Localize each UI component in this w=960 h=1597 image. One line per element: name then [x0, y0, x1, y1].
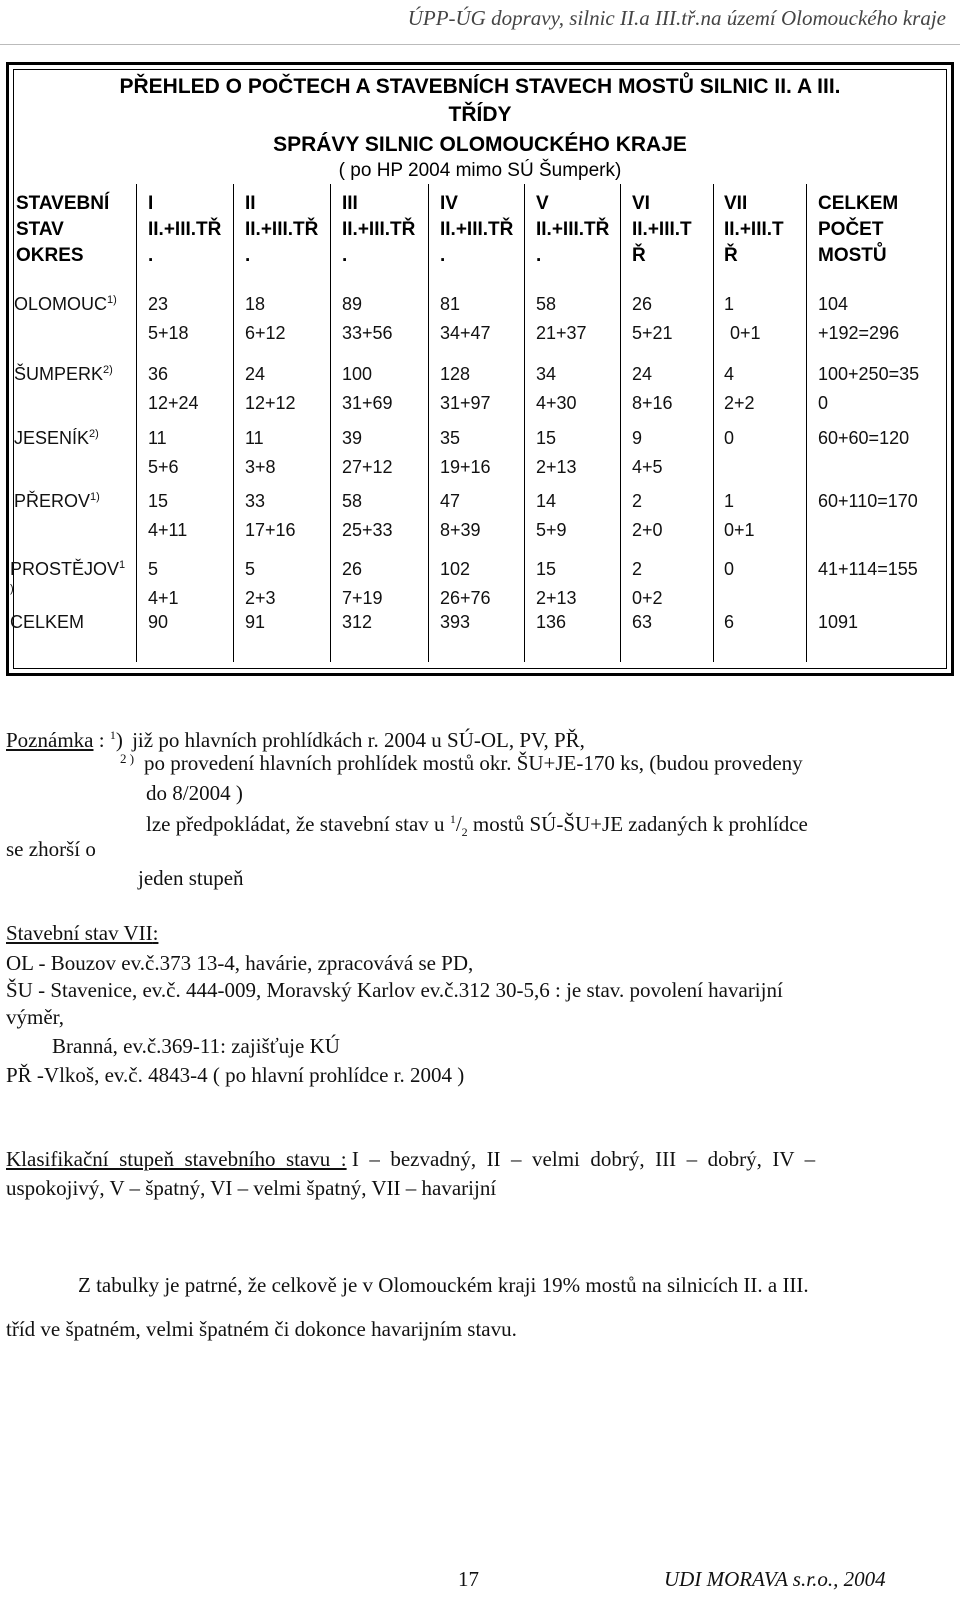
row-name-olomouc: OLOMOUC$^{1)}$ — [14, 294, 117, 314]
total-row-label: CELKEM — [10, 612, 85, 632]
table-cell: 100+250=35 0 — [818, 364, 920, 413]
header-rule — [0, 44, 960, 45]
table-cell: 2 2+0 — [632, 491, 663, 540]
table-cell: 24 12+12 — [245, 364, 296, 413]
vii-line: výměr, — [6, 1005, 65, 1029]
table-cell: 60+110=170 — [818, 491, 918, 511]
vii-line: PŘ -Vlkoš, ev.č. 4843-4 ( po hlavní prohlídce r. 2004 ) — [6, 1063, 465, 1087]
table-cell: 24 8+16 — [632, 364, 673, 413]
conclusion-line-2: tříd ve špatném, velmi špatném či dokonce havarijním stavu. — [6, 1317, 517, 1341]
table-cell: 34 4+30 — [536, 364, 577, 413]
classification-line-1: Klasifikační stupeň stavebního stavu : I – bezvadný, II – velmi dobrý, III – dobrý, IV – — [6, 1147, 816, 1171]
row-name-prostejov: PROSTĚJOV$^1$ — [10, 559, 126, 579]
note-line-3-cont1: se zhorší o — [6, 837, 96, 861]
col-divider — [806, 184, 807, 662]
table-cell: 5 2+3 — [245, 559, 276, 608]
vii-heading: Stavební stav VII: — [6, 921, 159, 945]
col-divider — [233, 184, 234, 662]
table-cell: 100 31+69 — [342, 364, 393, 413]
table-cell: 18 6+12 — [245, 294, 286, 343]
table-title-line1: PŘEHLED O POČTECH A STAVEBNÍCH STAVECH MOSTŮ SILNIC II. A III. — [119, 75, 841, 98]
col-header-iii: III II.+III.TŘ . — [342, 193, 416, 266]
table-cell: 58 25+33 — [342, 491, 393, 540]
col-header-vii: VII II.+III.T Ř — [724, 193, 784, 266]
table-cell: 26 7+19 — [342, 559, 383, 608]
col-header-v: V II.+III.TŘ . — [536, 193, 610, 266]
table-cell: 1 0+1 — [724, 294, 761, 343]
total-cell: 393 — [440, 612, 471, 632]
table-cell: 47 8+39 — [440, 491, 481, 540]
row-name-prerov: PŘEROV$^{1)}$ — [14, 491, 100, 511]
total-cell: 90 — [148, 612, 169, 632]
table-cell: 15 2+13 — [536, 559, 577, 608]
row-name-prostejov-sup: ) — [10, 583, 14, 595]
total-cell: 312 — [342, 612, 373, 632]
table-cell: 11 5+6 — [148, 428, 179, 477]
table-cell: 4 2+2 — [724, 364, 755, 413]
table-title-line3: SPRÁVY SILNIC OLOMOUCKÉHO KRAJE — [273, 133, 687, 156]
note-line-1: Poznámka : $^1$) již po hlavních prohlídkách r. 2004 u SÚ-OL, PV, PŘ, — [6, 728, 585, 752]
table-cell: 2 0+2 — [632, 559, 663, 608]
table-cell: 58 21+37 — [536, 294, 587, 343]
table-cell: 128 31+97 — [440, 364, 491, 413]
vii-line: OL - Bouzov ev.č.373 13-4, havárie, zpracovává se PD, — [6, 951, 474, 975]
col-header-i: I II.+III.TŘ . — [148, 193, 222, 266]
page-number: 17 — [458, 1567, 479, 1591]
col-header-okres: STAVEBNÍ STAV OKRES — [16, 193, 110, 266]
note-label: Poznámka — [6, 728, 94, 752]
table-cell: 104 +192=296 — [818, 294, 900, 343]
col-divider — [524, 184, 525, 662]
table-cell: 1 0+1 — [724, 491, 755, 540]
table-title-line4: ( po HP 2004 mimo SÚ Šumperk) — [338, 160, 622, 181]
note-2-marker: 2 ) — [120, 751, 135, 766]
table-cell: 36 12+24 — [148, 364, 199, 413]
table-cell: 15 2+13 — [536, 428, 577, 477]
table-cell: 39 27+12 — [342, 428, 393, 477]
note-line-3: lze předpokládat, že stavební stav u $^1/_2$ mostů SÚ-ŠU+JE zadaných k prohlídce — [146, 812, 808, 840]
running-header: ÚPP-ÚG dopravy, silnic II.a III.tř.na území Olomouckého kraje — [407, 6, 946, 30]
vii-line: Branná, ev.č.369-11: zajišťuje KÚ — [52, 1034, 340, 1058]
table-cell: 35 19+16 — [440, 428, 491, 477]
classification-line-2: uspokojivý, V – špatný, VI – velmi špatný, VII – havarijní — [6, 1176, 497, 1200]
note-line-2-cont: do 8/2004 ) — [146, 781, 243, 805]
note-line-2: po provedení hlavních prohlídek mostů okr. ŠU+JE-170 ks, (budou provedeny — [144, 751, 803, 775]
total-cell: 1091 — [818, 612, 859, 632]
table-cell: 41+114=155 — [818, 559, 918, 579]
col-divider — [620, 184, 621, 662]
footer-company: UDI MORAVA s.r.o., 2004 — [664, 1567, 886, 1591]
table-cell: 5 4+1 — [148, 559, 179, 608]
table-cell: 9 4+5 — [632, 428, 663, 477]
table-cell: 0 — [724, 559, 735, 579]
col-divider — [713, 184, 714, 662]
row-name-sumperk: ŠUMPERK$^{2)}$ — [14, 364, 113, 384]
table-cell: 26 5+21 — [632, 294, 673, 343]
total-cell: 91 — [245, 612, 266, 632]
table-cell: 15 4+11 — [148, 491, 188, 540]
col-header-iv: IV II.+III.TŘ . — [440, 193, 514, 266]
table-cell: 102 26+76 — [440, 559, 491, 608]
table-cell: 81 34+47 — [440, 294, 491, 343]
table-cell: 11 3+8 — [245, 428, 276, 477]
conclusion-line-1: Z tabulky je patrné, že celkově je v Olomouckém kraji 19% mostů na silnicích II. a III. — [78, 1273, 809, 1297]
note-line-3-cont2: jeden stupeň — [138, 866, 244, 890]
col-header-ii: II II.+III.TŘ . — [245, 193, 319, 266]
total-cell: 136 — [536, 612, 567, 632]
table-title-line2: TŘÍDY — [448, 103, 512, 126]
table-cell: 89 33+56 — [342, 294, 393, 343]
table-cell: 60+60=120 — [818, 428, 910, 448]
col-divider — [428, 184, 429, 662]
col-divider — [330, 184, 331, 662]
col-header-celkem: CELKEM POČET MOSTŮ — [818, 193, 899, 266]
col-header-vi: VI II.+III.T Ř — [632, 193, 692, 266]
table-cell: 33 17+16 — [245, 491, 296, 540]
table-cell: 23 5+18 — [148, 294, 189, 343]
total-cell: 63 — [632, 612, 653, 632]
total-cell: 6 — [724, 612, 735, 632]
row-name-jesenik: JESENÍK$^{2)}$ — [14, 428, 99, 448]
table-cell: 14 5+9 — [536, 491, 567, 540]
vii-line: ŠU - Stavenice, ev.č. 444-009, Moravský Karlov ev.č.312 30-5,6 : je stav. povolení havarijní — [6, 978, 783, 1002]
col-divider — [136, 184, 137, 662]
table-cell: 0 — [724, 428, 735, 448]
